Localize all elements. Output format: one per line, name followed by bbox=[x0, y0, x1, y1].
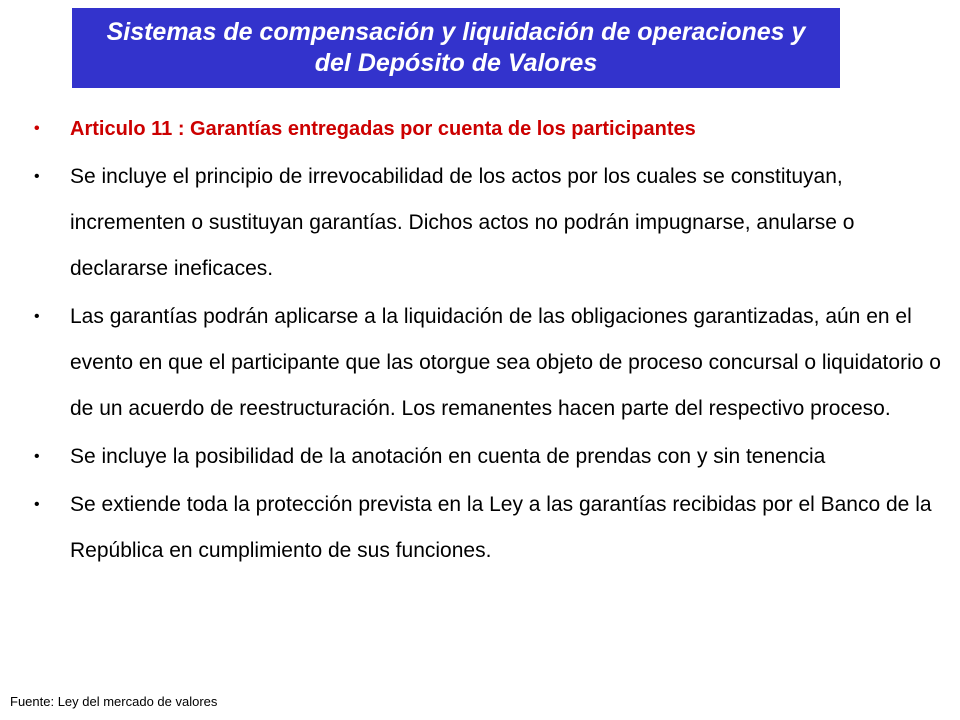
bullet-item bbox=[30, 154, 945, 292]
bullet-dot-icon: • bbox=[34, 308, 40, 325]
bullet-dot-icon: • bbox=[34, 496, 40, 513]
bullet-dot-icon: • bbox=[34, 120, 40, 137]
bullet-dot-icon: • bbox=[34, 168, 40, 185]
source-footer: Fuente: Ley del mercado de valores bbox=[10, 694, 218, 709]
bullet-item bbox=[30, 482, 945, 574]
bullet-dot-icon: • bbox=[34, 448, 40, 465]
bullet-item bbox=[30, 294, 945, 432]
bullet-text: Se incluye la posibilidad de la anotación en cuenta de prendas con y sin tenencia bbox=[70, 445, 826, 468]
title-line-2: del Depósito de Valores bbox=[314, 49, 598, 77]
heading-bullet-text: Articulo 11 : Garantías entregadas por cuenta de los participantes bbox=[70, 118, 696, 140]
slide-title bbox=[81, 17, 831, 79]
heading-bullet bbox=[30, 110, 945, 148]
title-line-1: Sistemas de compensación y liquidación de operaciones y bbox=[106, 18, 806, 46]
bullet-item bbox=[30, 434, 945, 480]
bullet-text: Las garantías podrán aplicarse a la liquidación de las obligaciones garantizadas, aún en el evento en que el participante que las otorgue sea objeto de proceso concursal o liquidatorio o de un acuerdo de reestructuración. Los remanentes hacen parte del respectivo proceso. bbox=[70, 305, 941, 420]
bullet-text: Se extiende toda la protección prevista en la Ley a las garantías recibidas por el Banco de la República en cumplimiento de sus funciones. bbox=[70, 493, 932, 562]
bullet-list bbox=[30, 110, 945, 576]
bullet-text: Se incluye el principio de irrevocabilidad de los actos por los cuales se constituyan, incrementen o sustituyan garantías. Dichos actos no podrán impugnarse, anularse o declararse ineficaces. bbox=[70, 165, 855, 280]
title-banner bbox=[72, 8, 840, 88]
